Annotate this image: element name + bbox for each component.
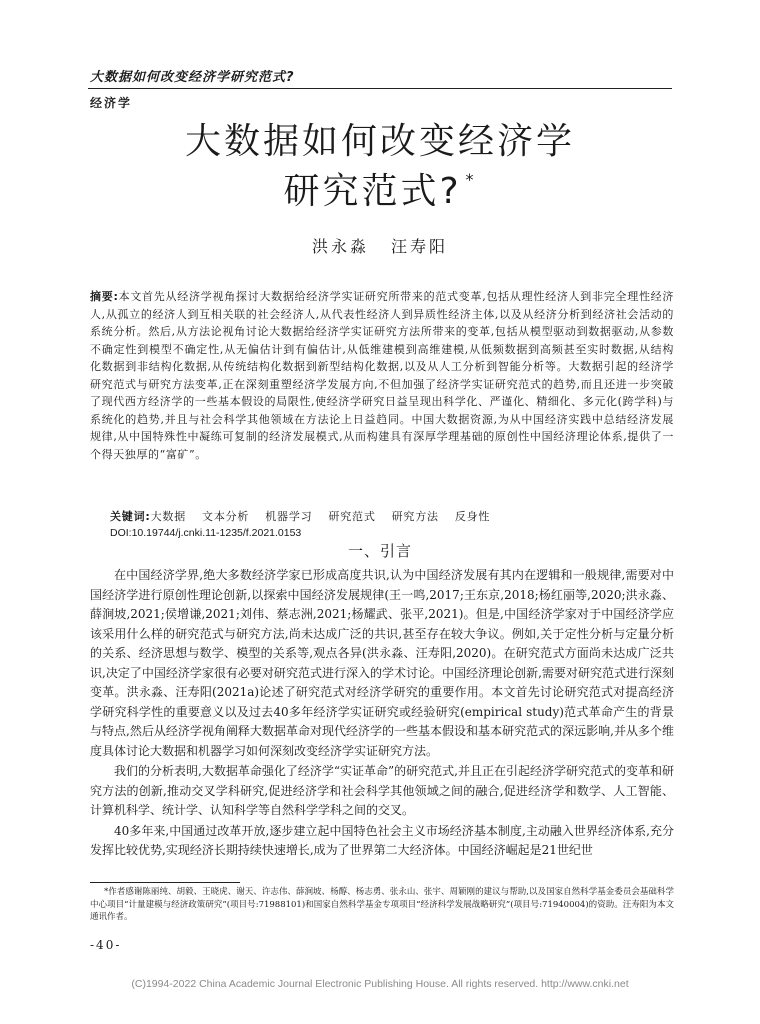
- body-paragraph: 40多年来,中国通过改革开放,逐步建立起中国特色社会主义市场经济基本制度,主动融入世界经济体系,充分发挥比较优势,实现经济长期持续快速增长,成为了世界第二大经济体。中国经济崛起是21世纪世: [90, 823, 674, 857]
- article-title-line-1: 大数据如何改变经济学: [184, 121, 575, 162]
- copyright-notice: (C)1994-2022 China Academic Journal Electronic Publishing House. All rights reserved. http://www.cnki.net: [131, 978, 629, 990]
- section-heading: 一、引言: [347, 542, 412, 560]
- keyword: 反身性: [454, 510, 491, 523]
- footnote-text: *作者感谢陈丽纯、胡毅、王晓虎、谢天、许志伟、薛涧坡、杨醇、杨志勇、张永山、张宇、周颖刚的建议与帮助,以及国家自然科学基金委员会基础科学中心项目“计量建模与经济政策研究”(项目号:71988101)和国家自然科学基金专项项目“经济科学发展战略研究”(项目号:71940004)的资助。汪寿阳为本文通讯作者。: [90, 887, 674, 922]
- footnote: [90, 886, 674, 924]
- abstract-text: 本文首先从经济学视角探讨大数据给经济学实证研究所带来的范式变革,包括从理性经济人到非完全理性经济人,从孤立的经济人到互相关联的社会经济人,从代表性经济人到异质性经济主体,以及从经济分析到经济社会活动的系统分析。然后,从方法论视角讨论大数据给经济学实证研究方法所带来的变革,包括从模型驱动到数据驱动,从参数不确定性到模型不确定性,从无偏估计到有偏估计,从低维建模到高维建模,从低频数据到高频甚至实时数据,从结构化数据到非结构化数据,从传统结构化数据到新型结构化数据,以及从人工分析到智能分析等。大数据引起的经济学研究范式与研究方法变革,正在深刻重塑经济学发展方向,不但加强了经济学实证研究范式的趋势,而且还进一步突破了现代西方经济学的一些基本假设的局限性,使经济学研究日益呈现出科学化、严谨化、精细化、多元化(跨学科)与系统化的趋势,并且与社会科学其他领域在方法论上日益趋同。中国大数据资源,为从中国经济实践中总结经济发展规律,从中国特殊性中凝练可复制的经济发展模式,从而构建具有深厚学理基础的原创性中国经济理论体系,提供了一个得天独厚的“富矿”。: [90, 290, 675, 461]
- author-name: 汪寿阳: [391, 237, 449, 256]
- article-title-text: 研究范式?: [283, 171, 462, 212]
- keyword: 研究方法: [391, 510, 439, 523]
- running-head: 大数据如何改变经济学研究范式?: [90, 70, 295, 85]
- abstract-label: 摘要:: [90, 290, 119, 303]
- title-footnote-mark[interactable]: *: [465, 170, 477, 189]
- body-paragraph: 我们的分析表明,大数据革命强化了经济学“实证革命”的研究范式,并且正在引起经济学研究范式的变革和研究方法的创新,推动交叉学科研究,促进经济学和社会科学其他领域之间的融合,促进经济学和数学、人工智能、计算机科学、统计学、认知科学等自然科学学科之间的交叉。: [90, 764, 674, 817]
- abstract: [90, 288, 674, 463]
- body-paragraph: 在中国经济学界,绝大多数经济学家已形成高度共识,认为中国经济发展有其内在逻辑和一般规律,需要对中国经济学进行原创性理论创新,以探索中国经济发展规律(王一鸣,2017;王东京,2018;杨红丽等,2020;洪永淼、薛涧坡,2021;侯增谦,2021;刘伟、蔡志洲,2021;杨耀武、张平,2021)。但是,中国经济学家对于中国经济学应该采用什么样的研究范式与研究方法,尚未达成广泛的共识,甚至存在较大争议。例如,关于定性分析与定量分析的关系、经济思想与数学、模型的关系等,观点各异(洪永淼、汪寿阳,2020)。在研究范式方面尚未达成广泛共识,决定了中国经济学家很有必要对研究范式进行深入的学术讨论。中国经济理论创新,需要对研究范式进行深刻变革。洪永淼、汪寿阳(2021a)论述了研究范式对经济学研究的重要作用。本文首先讨论研究范式对提高经济学研究科学性的重要意义以及过去40多年经济学实证研究或经验研究(empirical study)范式革命产生的背景与特点,然后从经济学视角阐释大数据革命对现代经济学的一些基本假设和基本研究范式的深远影响,并从多个维度具体讨论大数据和机器学习如何深刻改变经济学实证研究方法。: [90, 568, 674, 758]
- section-label: 经济学: [90, 96, 133, 110]
- keywords: [110, 508, 670, 524]
- keyword: 大数据: [150, 510, 187, 523]
- author-list: [0, 234, 760, 257]
- footnote-rule: [90, 882, 240, 883]
- keyword: 机器学习: [265, 510, 313, 523]
- keyword: 研究范式: [328, 510, 376, 523]
- keywords-label: 关键词:: [110, 510, 151, 523]
- page-number: -40-: [90, 938, 122, 952]
- body-text: [90, 566, 674, 861]
- author-name: 洪永淼: [311, 237, 369, 256]
- header-rule: [88, 88, 672, 89]
- keyword: 文本分析: [202, 510, 250, 523]
- article-title-line-2: [0, 172, 760, 210]
- doi[interactable]: DOI:10.19744/j.cnki.11-1235/f.2021.0153: [110, 527, 302, 539]
